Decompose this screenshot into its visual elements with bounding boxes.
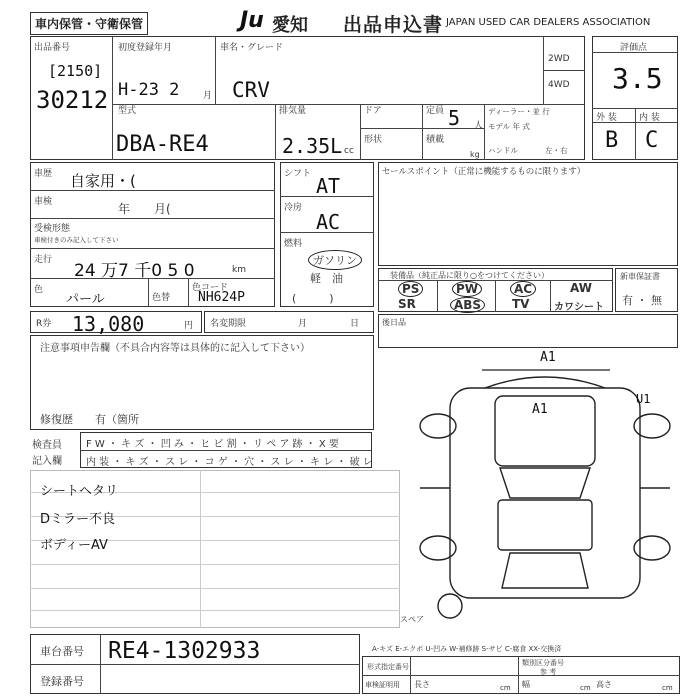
form-title: 出品申込書 (343, 14, 444, 36)
inspector-label: 検査員 (32, 440, 62, 451)
class-spec-label: 類別区分番号 (522, 659, 564, 667)
sales-point-label: セールスポイント（正常に機能するものに限ります） (382, 167, 586, 177)
handle-options: 左・右 (545, 146, 568, 155)
fuel-label: 燃料 (284, 239, 303, 249)
model-year-label: モデル 年 式 (488, 122, 530, 131)
r-ticket-label: R券 (36, 319, 52, 329)
equip-pw: PW (452, 281, 482, 297)
rating-value: 3.5 (612, 62, 663, 95)
damage-legend: A-キズ E-エクボ U-凹み W-補修跡 S-サビ C-腐食 XX-交換済 (372, 645, 562, 653)
car-name-label: 車名・グレード (220, 43, 284, 53)
later-date-label: 後日品 (382, 318, 406, 327)
exterior-value: B (605, 128, 619, 153)
equip-abs: ABS (450, 297, 485, 313)
height-label: 高さ (596, 680, 612, 689)
form-spec-label: 形式指定番号 (367, 663, 409, 671)
handle-label: ハンドル (488, 146, 518, 155)
capacity-value: 5 (448, 106, 461, 130)
length-cm: cm (500, 684, 511, 692)
interior-label: 内 装 (639, 113, 660, 123)
ref-label: 参 考 (540, 668, 557, 676)
damage-u1-mirror: U1 (636, 392, 651, 406)
history-value: 自家用・( (70, 172, 136, 190)
equip-ac: AC (510, 281, 536, 297)
height-cm: cm (662, 684, 673, 692)
cert-label: 車検証明用 (365, 681, 400, 689)
interior-value: C (645, 128, 659, 153)
first-reg-month-label: 月 (203, 91, 213, 101)
equip-ps: PS (398, 281, 423, 297)
car-name-value: CRV (232, 78, 270, 102)
equipment-label: 装備品（純正品に限り○をつけてください） (390, 271, 549, 280)
shape-label: 形状 (364, 135, 383, 145)
shift-value: AT (316, 174, 341, 198)
width-cm: cm (580, 684, 591, 692)
color-code-value: NH624P (198, 290, 245, 305)
entry-label: 記入欄 (32, 456, 62, 467)
association-name: JAPAN USED CAR DEALERS ASSOCIATION (446, 17, 651, 28)
exterior-label: 外 装 (596, 113, 617, 123)
km-unit: km (232, 265, 246, 275)
mileage-label: 走行 (34, 255, 53, 265)
rating-label: 評価点 (620, 43, 648, 53)
damage-a1-roof: A1 (532, 402, 548, 417)
receive-label: 受検形態 (34, 224, 71, 234)
doors-label: ドア (364, 106, 382, 116)
name-deadline-label: 名変期限 (210, 319, 247, 329)
sales-point-block (378, 162, 678, 266)
equip-sr: SR (398, 297, 416, 311)
note-mirror: Dミラー不良 (40, 512, 116, 527)
length-label: 長さ (414, 680, 430, 689)
check-row-exterior: F W ・ キ ズ ・ 凹 み ・ ヒ ビ 割 ・ リ ペ ア 跡 ・ X 要 (86, 439, 339, 450)
lot-bracket-value: [2150] (48, 62, 103, 80)
model-label: 型式 (118, 106, 137, 116)
shift-label: シフト (284, 169, 312, 179)
model-value: DBA-RE4 (116, 132, 209, 157)
capacity-label: 定員 (426, 106, 445, 116)
spare-label: スペア (400, 615, 424, 624)
fuel-other: ( ) (292, 292, 334, 305)
width-label: 幅 (522, 680, 530, 689)
ju-logo: Ju (240, 8, 264, 33)
r-ticket-value: 13,080 (72, 312, 145, 336)
fuel-diesel: 軽 油 (310, 272, 343, 285)
later-date-block (378, 314, 678, 348)
fuel-gasoline: ガソリン (308, 250, 362, 270)
car-damage-diagram (410, 348, 680, 628)
color-label: 色 (34, 285, 44, 295)
displacement-label: 排気量 (279, 106, 307, 116)
equip-tv: TV (512, 297, 530, 311)
equip-leather: カワシート (554, 302, 604, 313)
reg-no-label: 登録番号 (40, 675, 84, 688)
notes-label: 注意事項申告欄（不具合内容等は具体的に記入して下さい） (40, 343, 310, 354)
warranty-options: 有 ・ 無 (622, 294, 662, 307)
capacity-unit: 人 (474, 121, 484, 131)
color-change-label: 色替 (152, 293, 171, 303)
org-name: 愛知 (272, 15, 308, 36)
first-reg-label: 初度登録年月 (118, 43, 173, 53)
day-label: 日 (350, 319, 360, 329)
repair-label: 修復歴 有（箇所 (40, 413, 139, 426)
month-label: 月 (298, 319, 308, 329)
yen-unit: 円 (184, 321, 194, 331)
history-label: 車歴 (34, 169, 53, 179)
damage-a1-front: A1 (540, 350, 556, 365)
displacement-unit: cc (344, 146, 354, 156)
note-seat: シートヘタリ (40, 484, 119, 499)
equip-aw: AW (570, 281, 592, 295)
note-body: ボディーAV (40, 538, 108, 553)
drive-2wd: 2WD (548, 54, 570, 64)
color-code-label: 色コード (192, 283, 229, 293)
cooling-value: AC (316, 210, 341, 234)
warranty-label: 新車保証書 (620, 272, 660, 281)
drive-4wd: 4WD (548, 80, 570, 90)
color-value: パール (66, 292, 105, 307)
inspection-ym: 年 月( (118, 202, 171, 216)
lot-no-value: 30212 (36, 86, 109, 114)
chassis-value: RE4-1302933 (108, 638, 261, 664)
receive-note: 車検付きのみ記入して下さい (34, 236, 119, 244)
dealer-label: ディーラー・並 行 (488, 107, 550, 116)
load-label: 積載 (426, 135, 445, 145)
storage-tag: 車内保管・守衛保管 (30, 12, 148, 35)
inspection-label: 車検 (34, 197, 53, 207)
mileage-value: 24 万7 千0 5 0 (74, 261, 195, 281)
kg-unit: kg (470, 150, 480, 159)
cooling-label: 冷房 (284, 203, 303, 213)
check-row-interior: 内 装 ・ キ ズ ・ ス レ ・ コ ゲ ・ 穴 ・ ス レ ・ キ レ ・ 破 レ (86, 457, 373, 468)
chassis-label: 車台番号 (40, 645, 84, 658)
lot-no-label: 出品番号 (34, 43, 71, 53)
displacement-value: 2.35L (282, 134, 343, 158)
first-reg-value: H-23 2 (118, 80, 180, 100)
